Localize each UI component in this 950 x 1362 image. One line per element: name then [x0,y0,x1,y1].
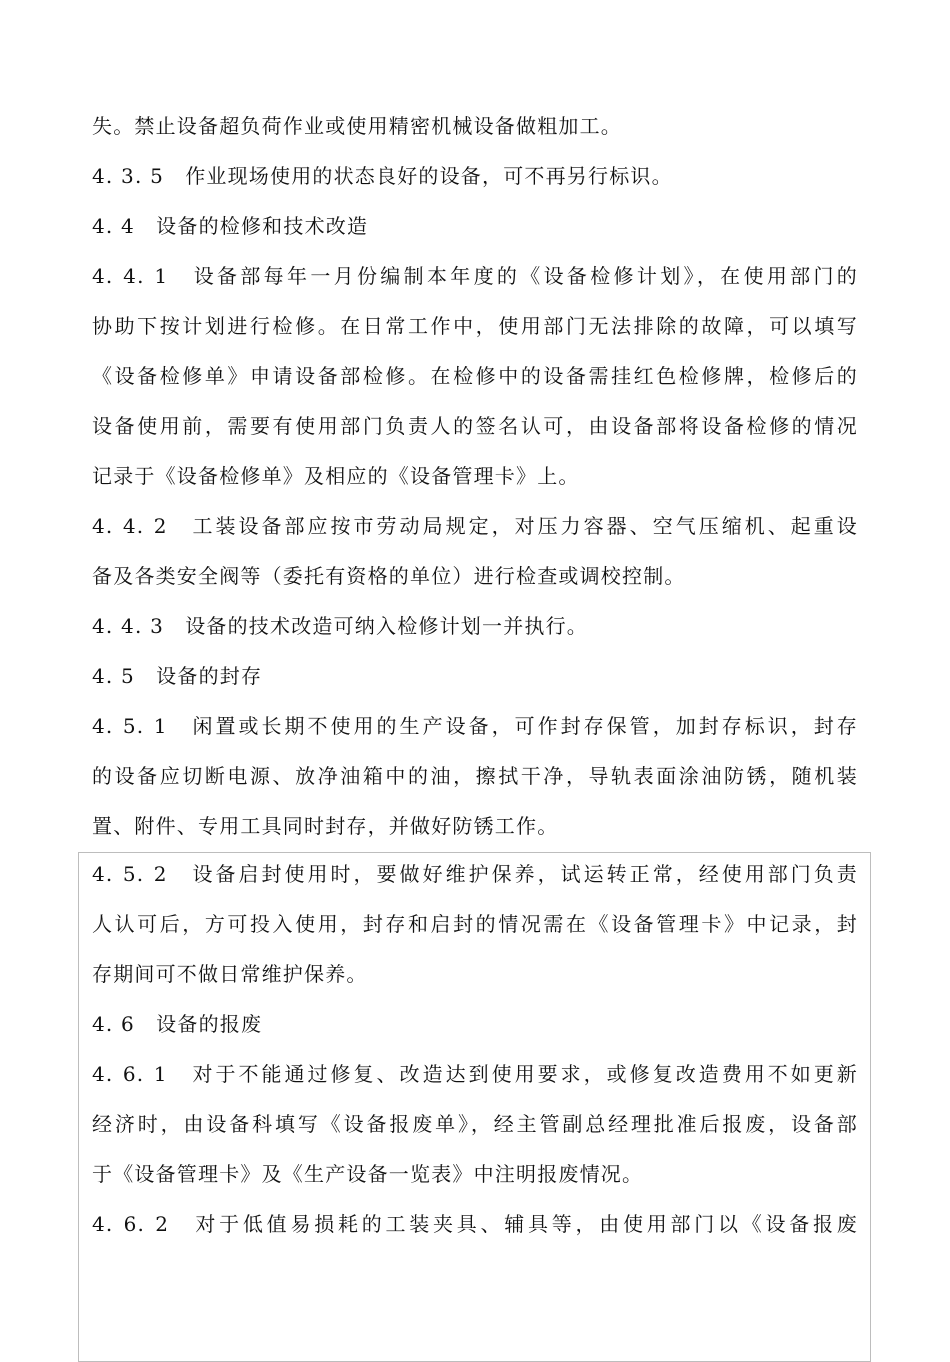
clause-4-4-2: 4. 4. 2 工装设备部应按市劳动局规定，对压力容器、空气压缩机、起重设 [92,514,858,538]
text-line: 置、附件、专用工具同时封存，并做好防锈工作。 [92,814,559,838]
clause-4-6-1: 4. 6. 1 对于不能通过修复、改造达到使用要求，或修复改造费用不如更新 [92,1062,858,1086]
text-line: 人认可后，方可投入使用，封存和启封的情况需在《设备管理卡》中记录，封 [92,912,858,936]
text-line: 《设备检修单》申请设备部检修。在检修中的设备需挂红色检修牌，检修后的 [92,364,858,388]
text-line: 存期间可不做日常维护保养。 [92,962,368,986]
text-line: 协助下按计划进行检修。在日常工作中，使用部门无法排除的故障，可以填写 [92,314,858,338]
text-line: 于《设备管理卡》及《生产设备一览表》中注明报废情况。 [92,1162,644,1186]
text-line: 设备使用前，需要有使用部门负责人的签名认可，由设备部将设备检修的情况 [92,414,858,438]
clause-4-3-5: 4. 3. 5 作业现场使用的状态良好的设备，可不再另行标识。 [92,164,673,188]
section-heading-4-5: 4. 5 设备的封存 [92,664,263,688]
clause-4-5-1: 4. 5. 1 闲置或长期不使用的生产设备，可作封存保管，加封存标识，封存 [92,714,858,738]
text-line: 的设备应切断电源、放净油箱中的油，擦拭干净，导轨表面涂油防锈，随机装 [92,764,858,788]
text-line: 记录于《设备检修单》及相应的《设备管理卡》上。 [92,464,580,488]
text-line: 经济时，由设备科填写《设备报废单》，经主管副总经理批准后报废，设备部 [92,1112,858,1136]
clause-4-4-1: 4. 4. 1 设备部每年一月份编制本年度的《设备检修计划》，在使用部门的 [92,264,858,288]
section-heading-4-6: 4. 6 设备的报废 [92,1012,263,1036]
clause-4-6-2: 4. 6. 2 对于低值易损耗的工装夹具、辅具等，由使用部门以《设备报废 [92,1212,858,1236]
text-line: 备及各类安全阀等（委托有资格的单位）进行检查或调校控制。 [92,564,686,588]
section-heading-4-4: 4. 4 设备的检修和技术改造 [92,214,369,238]
clause-4-4-3: 4. 4. 3 设备的技术改造可纳入检修计划一并执行。 [92,614,589,638]
clause-4-5-2: 4. 5. 2 设备启封使用时，要做好维护保养，试运转正常，经使用部门负责 [92,862,858,886]
text-line: 失。禁止设备超负荷作业或使用精密机械设备做粗加工。 [92,114,622,138]
